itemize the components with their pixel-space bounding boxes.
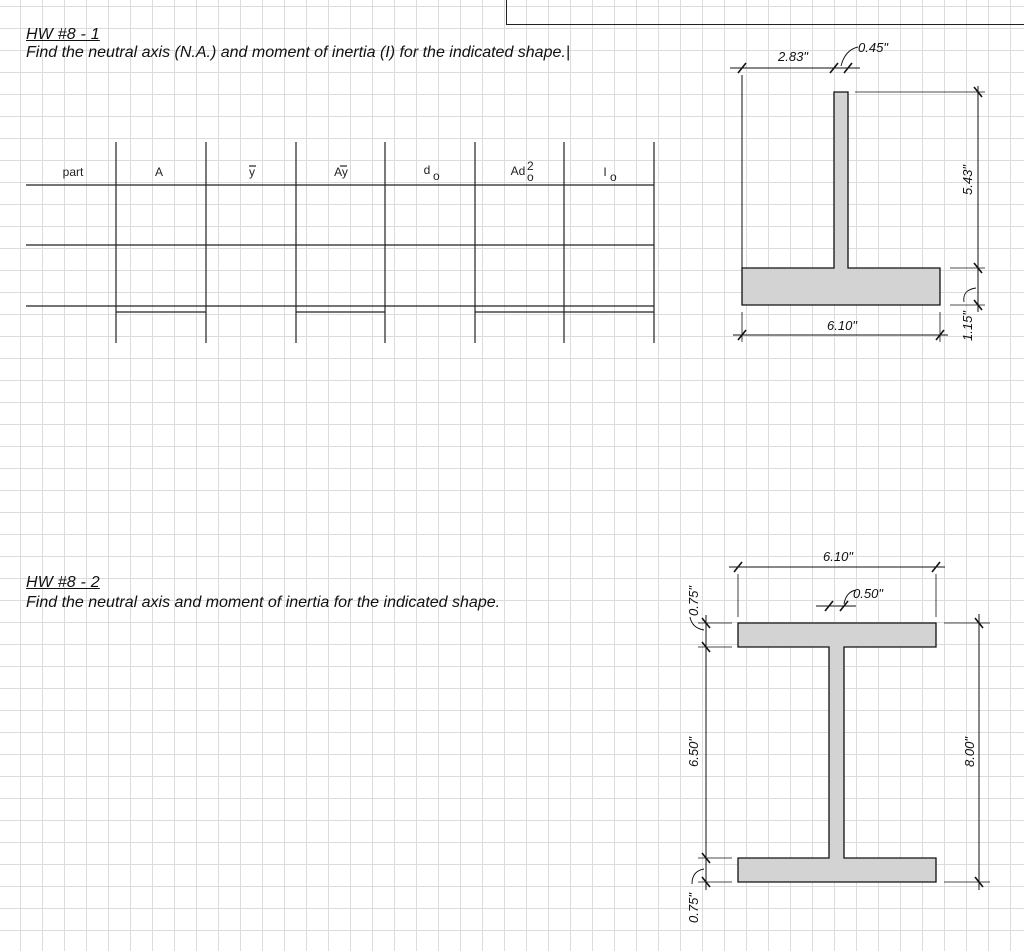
dim-web-thickness-label: 0.45" [858, 40, 888, 55]
i-section [738, 623, 936, 882]
t-shape-drawing [730, 47, 985, 342]
problem2-title: HW #8 - 2 [26, 574, 100, 591]
dim-flange-thickness-label: 1.15" [960, 311, 975, 341]
table-header [63, 159, 617, 184]
dim-i-bottom-flange-label: 0.75" [686, 893, 701, 923]
dim-web-height-label: 5.43" [960, 165, 975, 195]
dim-i-flange-width-label: 6.10" [823, 549, 853, 564]
header-aybar: Ay [334, 165, 348, 179]
problem1-title: HW #8 - 1 [26, 26, 100, 43]
t-section [742, 92, 940, 305]
web-leader [841, 47, 858, 66]
dim-i-total-height-label: 8.00" [962, 737, 977, 767]
header-io: I [603, 165, 607, 179]
header-io-subscript: o [610, 170, 617, 184]
header-d: d [423, 163, 431, 177]
header-d-subscript: o [433, 169, 440, 183]
header-ad2-superscript: 2 [527, 159, 534, 173]
problem1-description: Find the neutral axis (N.A.) and moment of inertia (I) for the indicated shape.| [26, 44, 570, 61]
problem2-description: Find the neutral axis and moment of inertia for the indicated shape. [26, 594, 501, 611]
i-shape-drawing [690, 562, 990, 890]
header-ybar: y [249, 165, 255, 179]
dim-i-top-flange-label: 0.75" [686, 586, 701, 616]
header-ad2: Ad [510, 164, 526, 178]
dim-offset-label: 2.83" [778, 49, 808, 64]
dim-flange-width-label: 6.10" [827, 318, 857, 333]
header-part: part [62, 165, 84, 179]
header-ad2-subscript: o [527, 170, 534, 184]
header-area: A [154, 165, 164, 179]
dim-i-web-thickness-label: 0.50" [853, 586, 883, 601]
dim-i-web-height-label: 6.50" [686, 737, 701, 767]
